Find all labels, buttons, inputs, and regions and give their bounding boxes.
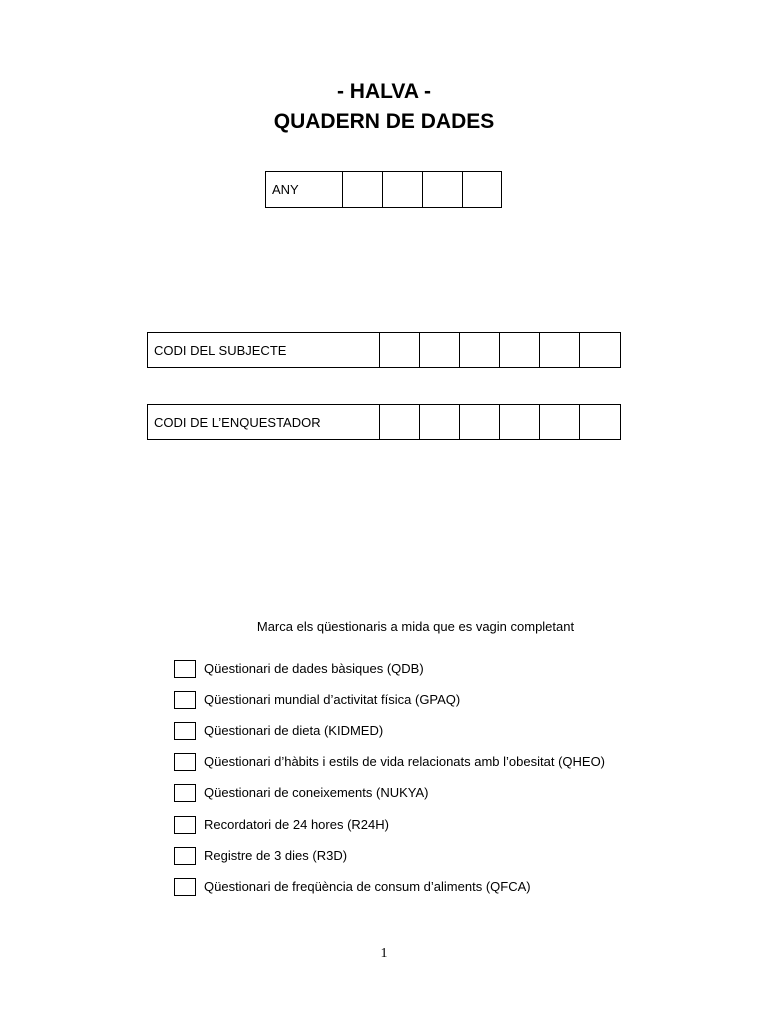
checklist-item xyxy=(174,871,605,902)
checklist-item-label: Qüestionari de dieta (KIDMED) xyxy=(204,722,384,738)
year-label: ANY xyxy=(272,182,299,197)
checklist-item-label: Qüestionari de freqüència de consum d’aliments (QFCA) xyxy=(204,878,531,894)
checklist-item-label: Qüestionari d’hàbits i estils de vida relacionats amb l’obesitat (QHEO) xyxy=(204,754,606,770)
subject-code-digit-cell[interactable] xyxy=(459,333,499,367)
questionnaire-checkbox[interactable] xyxy=(174,753,196,771)
year-digit-cell[interactable] xyxy=(462,172,501,207)
questionnaire-checkbox[interactable] xyxy=(174,784,196,802)
checklist-item xyxy=(174,684,605,715)
year-digit-cell[interactable] xyxy=(342,172,382,207)
year-digit-cell[interactable] xyxy=(422,172,462,207)
page-number: 1 xyxy=(380,946,388,961)
checklist-item xyxy=(174,653,605,684)
document-title: - HALVA - xyxy=(336,80,432,103)
interviewer-code-field xyxy=(147,404,621,440)
interviewer-code-digit-cell[interactable] xyxy=(379,405,419,439)
year-field xyxy=(265,171,502,208)
subject-code-digit-cell[interactable] xyxy=(379,333,419,367)
subject-code-field xyxy=(147,332,621,368)
checklist-item xyxy=(174,778,605,809)
questionnaire-checkbox[interactable] xyxy=(174,691,196,709)
interviewer-code-label: CODI DE L’ENQUESTADOR xyxy=(154,414,321,430)
checklist-item-label: Registre de 3 dies (R3D) xyxy=(204,847,348,863)
interviewer-code-digit-cell[interactable] xyxy=(459,405,499,439)
interviewer-code-digit-cell[interactable] xyxy=(539,405,579,439)
checklist-instructions: Marca els qüestionaris a mida que es vagin completant xyxy=(256,619,575,634)
document-subtitle: QUADERN DE DADES xyxy=(273,110,495,133)
interviewer-code-digit-cell[interactable] xyxy=(499,405,539,439)
interviewer-code-digit-cell[interactable] xyxy=(579,405,620,439)
subject-code-label: CODI DEL SUBJECTE xyxy=(154,342,287,358)
questionnaire-checkbox[interactable] xyxy=(174,660,196,678)
questionnaire-checkbox[interactable] xyxy=(174,847,196,865)
year-digit-cell[interactable] xyxy=(382,172,422,207)
questionnaire-checkbox[interactable] xyxy=(174,722,196,740)
interviewer-code-digit-cell[interactable] xyxy=(419,405,459,439)
checklist-item xyxy=(174,747,605,778)
subject-code-digit-cell[interactable] xyxy=(539,333,579,367)
checklist-item xyxy=(174,840,605,871)
checklist-item-label: Qüestionari de coneixements (NUKYA) xyxy=(204,785,429,801)
checklist-item xyxy=(174,809,605,840)
checklist-item-label: Recordatori de 24 hores (R24H) xyxy=(204,816,389,832)
questionnaire-checklist xyxy=(174,653,605,903)
checklist-item-label: Qüestionari de dades bàsiques (QDB) xyxy=(204,660,424,676)
checklist-item xyxy=(174,715,605,746)
checklist-item-label: Qüestionari mundial d’activitat física (GPAQ) xyxy=(204,691,461,707)
subject-code-digit-cell[interactable] xyxy=(419,333,459,367)
questionnaire-checkbox[interactable] xyxy=(174,878,196,896)
subject-code-digit-cell[interactable] xyxy=(499,333,539,367)
subject-code-digit-cell[interactable] xyxy=(579,333,620,367)
questionnaire-checkbox[interactable] xyxy=(174,816,196,834)
